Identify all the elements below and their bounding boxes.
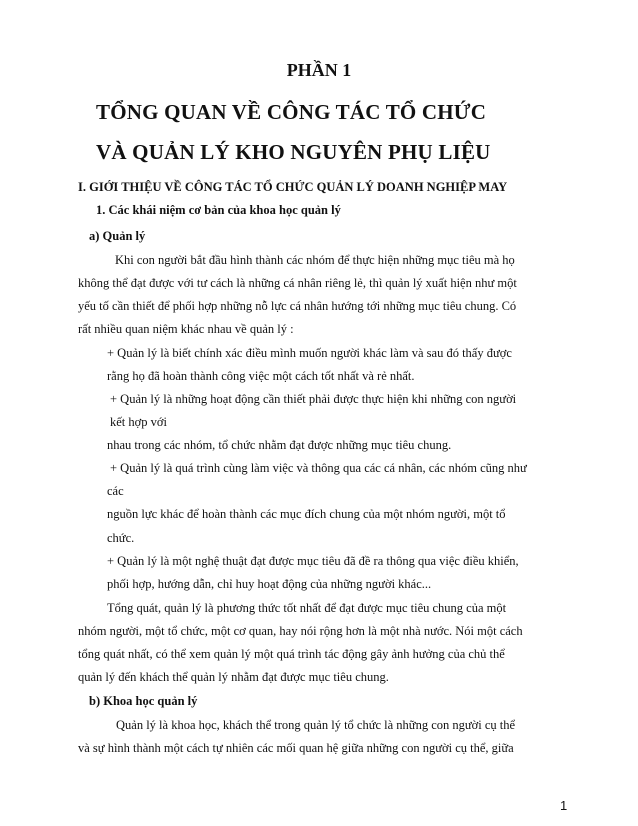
body-line: kết hợp với xyxy=(110,415,167,429)
body-line: + Quản lý là một nghệ thuật đạt được mục tiêu đã đề ra thông qua việc điều khiển, xyxy=(107,554,519,568)
body-line: không thể đạt được với tư cách là những cá nhân riêng lẻ, thì quản lý xuất hiện như một xyxy=(78,276,517,290)
heading-b: b) Khoa học quản lý xyxy=(89,694,198,708)
part-title: PHẦN 1 xyxy=(286,60,352,80)
heading-a: a) Quản lý xyxy=(89,229,146,243)
body-line: Tổng quát, quản lý là phương thức tốt nhất để đạt được mục tiêu chung của một xyxy=(107,601,507,615)
body-line: + Quản lý là biết chính xác điều mình muốn người khác làm và sau đó thấy được xyxy=(107,346,512,360)
body-line: + Quản lý là quá trình cùng làm việc và thông qua các cá nhân, các nhóm cũng như xyxy=(110,461,527,475)
body-line: tổng quát nhất, có thể xem quản lý một quá trình tác động gây ảnh hưởng của chủ thể xyxy=(78,647,505,661)
body-line: rằng họ đã hoàn thành công việc một cách tốt nhất và rẻ nhất. xyxy=(107,369,415,383)
body-line: và sự hình thành một cách tự nhiên các mối quan hệ giữa những con người cụ thể, giữa xyxy=(78,741,514,755)
body-line: Quản lý là khoa học, khách thể trong quản lý tổ chức là những con người cụ thể xyxy=(116,718,516,732)
subsection-heading: 1. Các khái niệm cơ bản của khoa học quản lý xyxy=(96,203,341,217)
body-line: + Quản lý là những hoạt động cần thiết phải được thực hiện khi những con người xyxy=(110,392,517,406)
page-number: 1 xyxy=(560,798,568,813)
body-line: rất nhiều quan niệm khác nhau về quản lý : xyxy=(78,322,294,336)
body-line: nhóm người, một tổ chức, một cơ quan, hay nói rộng hơn là một nhà nước. Nói một cách xyxy=(78,624,523,638)
section-heading: I. GIỚI THIỆU VỀ CÔNG TÁC TỔ CHỨC QUẢN LÝ DOANH NGHIỆP MAY xyxy=(78,180,508,194)
body-line: nhau trong các nhóm, tổ chức nhằm đạt được những mục tiêu chung. xyxy=(107,438,452,452)
body-line: nguồn lực khác để hoàn thành các mục đích chung của một nhóm người, một tổ xyxy=(107,507,506,521)
body-line: yếu tố cần thiết để phối hợp những nỗ lực cá nhân hướng tới những mục tiêu chung. Có xyxy=(78,299,517,313)
body-line: phối hợp, hướng dẫn, chỉ huy hoạt động của những người khác... xyxy=(107,577,432,591)
main-title-line-1: TỔNG QUAN VỀ CÔNG TÁC TỔ CHỨC xyxy=(96,100,487,124)
body-line: quản lý đến khách thể quản lý nhằm đạt được mục tiêu chung. xyxy=(78,670,389,684)
body-line: chức. xyxy=(107,531,135,545)
body-line: Khi con người bắt đầu hình thành các nhóm để thực hiện những mục tiêu mà họ xyxy=(115,253,515,267)
body-line: các xyxy=(107,484,124,498)
main-title-line-2: VÀ QUẢN LÝ KHO NGUYÊN PHỤ LIỆU xyxy=(96,140,491,164)
